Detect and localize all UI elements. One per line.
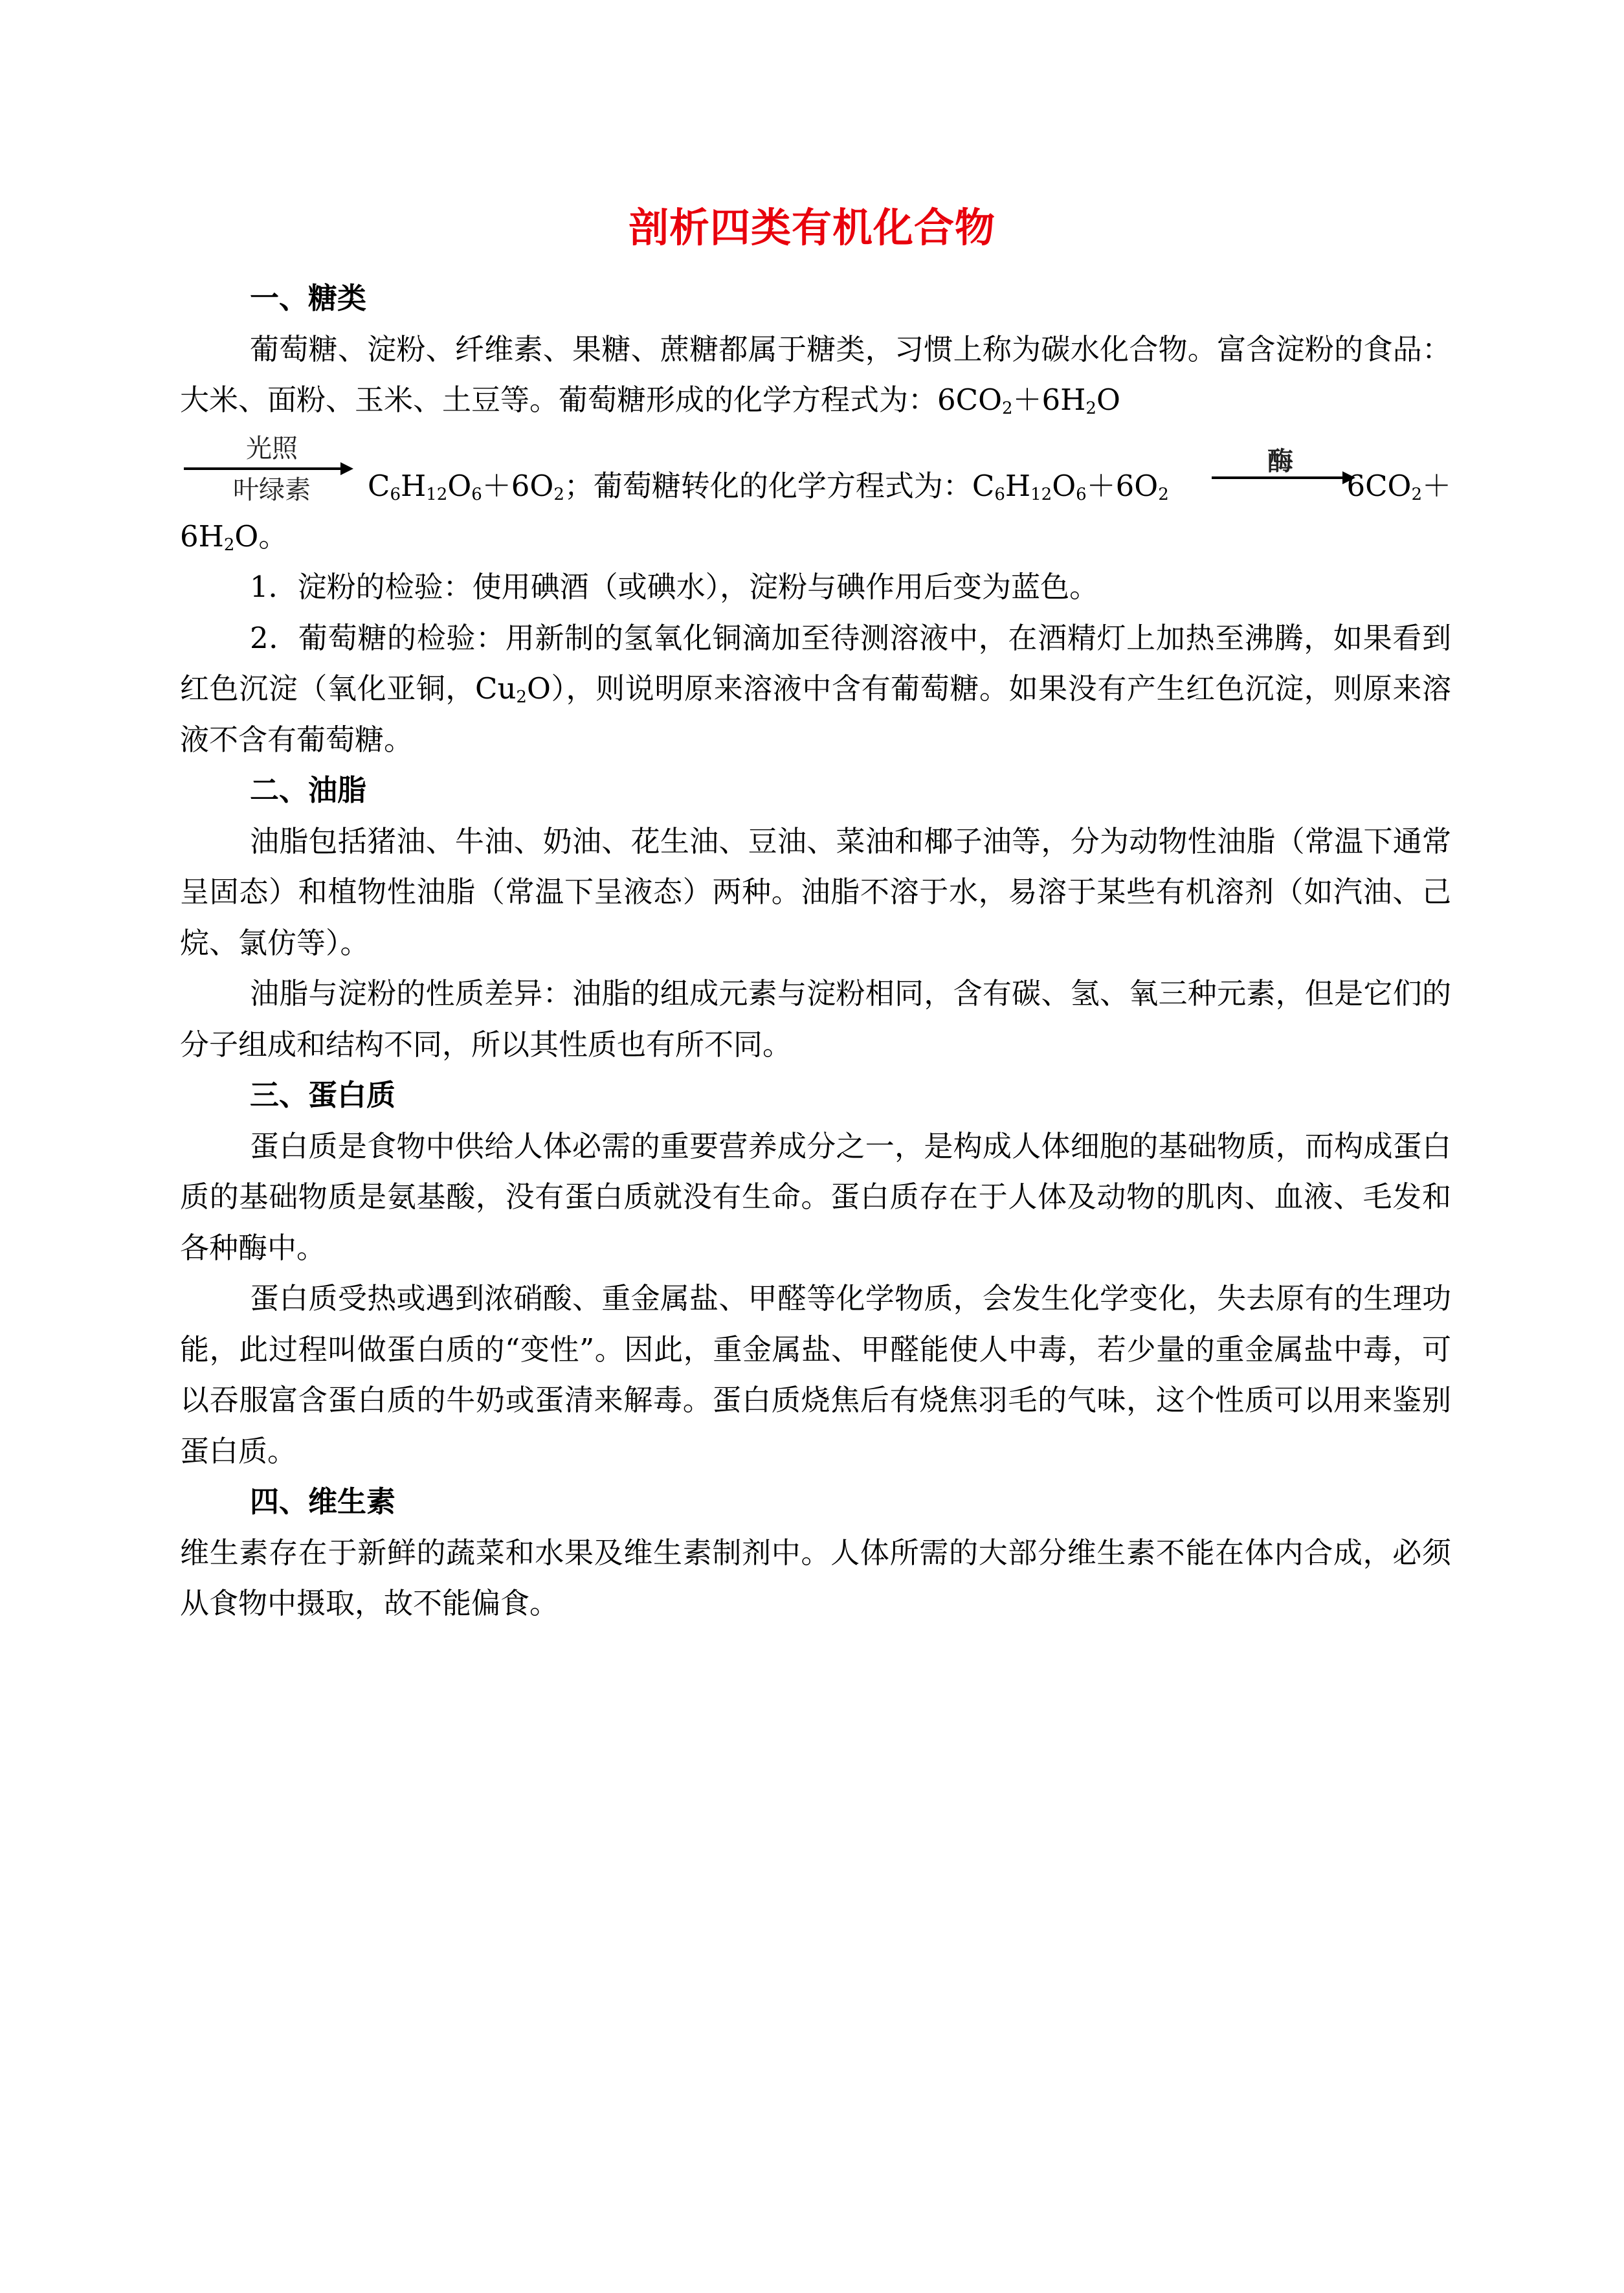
equation2-intro: ；葡萄糖转化的化学方程式为： xyxy=(564,468,972,503)
equation-text xyxy=(368,461,1169,512)
proteins-paragraph-2: 蛋白质受热或遇到浓硝酸、重金属盐、甲醛等化学物质，会发生化学变化，失去原有的生理功能，此过程叫做蛋白质的“变性”。因此，重金属盐、甲醛能使人中毒，若少量的重金属盐中毒，可以吞服富含蛋白质的牛奶或蛋清来解毒。蛋白质烧焦后有烧焦羽毛的气味，这个性质可以用来鉴别蛋白质。 xyxy=(180,1281,1451,1468)
sugars-paragraph xyxy=(180,324,1451,426)
sugars-intro-text: 葡萄糖、淀粉、纤维素、果糖、蔗糖都属于糖类，习惯上称为碳水化合物。富含淀粉的食品：大米、面粉、玉米、土豆等。葡萄糖形成的化学方程式为： xyxy=(180,331,1451,417)
fats-paragraph-1: 油脂包括猪油、牛油、奶油、花生油、豆油、菜油和椰子油等，分为动物性油脂（常温下通常呈固态）和植物性油脂（常温下呈液态）两种。油脂不溶于水，易溶于某些有机溶剂（如汽油、己烷、氯仿等）。 xyxy=(180,823,1451,960)
document-title: 剖析四类有机化合物 xyxy=(628,204,996,251)
arrow-right-icon xyxy=(1209,443,1358,495)
equation2-rhs-end: $6H_2O$。 xyxy=(180,519,288,555)
fats-paragraph-2: 油脂与淀粉的性质差异：油脂的组成元素与淀粉相同，含有碳、氢、氧三种元素，但是它们的分子组成和结构不同，所以其性质也有所不同。 xyxy=(180,976,1451,1062)
arrow-right-icon xyxy=(181,430,356,509)
section-heading-fats: 二、油脂 xyxy=(250,773,367,807)
document-body xyxy=(180,273,1451,1629)
section-heading-vitamins: 四、维生素 xyxy=(250,1484,396,1519)
glucose-test-item: 2．葡萄糖的检验：用新制的氢氧化铜滴加至待测溶液中，在酒精灯上加热至沸腾，如果看到红色沉淀（氧化亚铜，$Cu_2O$），则说明原来溶液中含有葡萄糖。如果没有产生红色沉淀，则原来溶液不含有葡萄糖。 xyxy=(180,620,1451,757)
enzyme-arrow xyxy=(1209,443,1358,511)
proteins-paragraph-1: 蛋白质是食物中供给人体必需的重要营养成分之一，是构成人体细胞的基础物质，而构成蛋白质的基础物质是氨基酸，没有蛋白质就没有生命。蛋白质存在于人体及动物的肌肉、血液、毛发和各种酶中。 xyxy=(180,1128,1451,1265)
arrow-condition-chlorophyll: 叶绿素 xyxy=(233,475,311,505)
section-heading-proteins: 三、蛋白质 xyxy=(250,1078,396,1112)
section-heading-sugars: 一、糖类 xyxy=(250,281,367,315)
equation1-lhs: $6CO_2+6H_2O$ xyxy=(937,383,1120,418)
equation-line xyxy=(180,426,1451,511)
equation2-rhs-start: $6CO_2+$ xyxy=(1346,468,1451,504)
equation1-rhs: $C_6H_{12}O_6+6O_2$ xyxy=(368,468,564,504)
photosynthesis-arrow xyxy=(181,430,356,525)
vitamins-paragraph: 维生素存在于新鲜的蔬菜和水果及维生素制剂中。人体所需的大部分维生素不能在体内合成，必须从食物中摄取，故不能偏食。 xyxy=(180,1535,1451,1620)
arrow-condition-light: 光照 xyxy=(246,433,298,464)
arrow-condition-enzyme: 酶 xyxy=(1267,446,1293,476)
equation2-lhs: $C_6H_{12}O_6+6O_2$ xyxy=(972,468,1169,504)
starch-test-item: 1．淀粉的检验：使用碘酒（或碘水），淀粉与碘作用后变为蓝色。 xyxy=(250,570,1099,604)
